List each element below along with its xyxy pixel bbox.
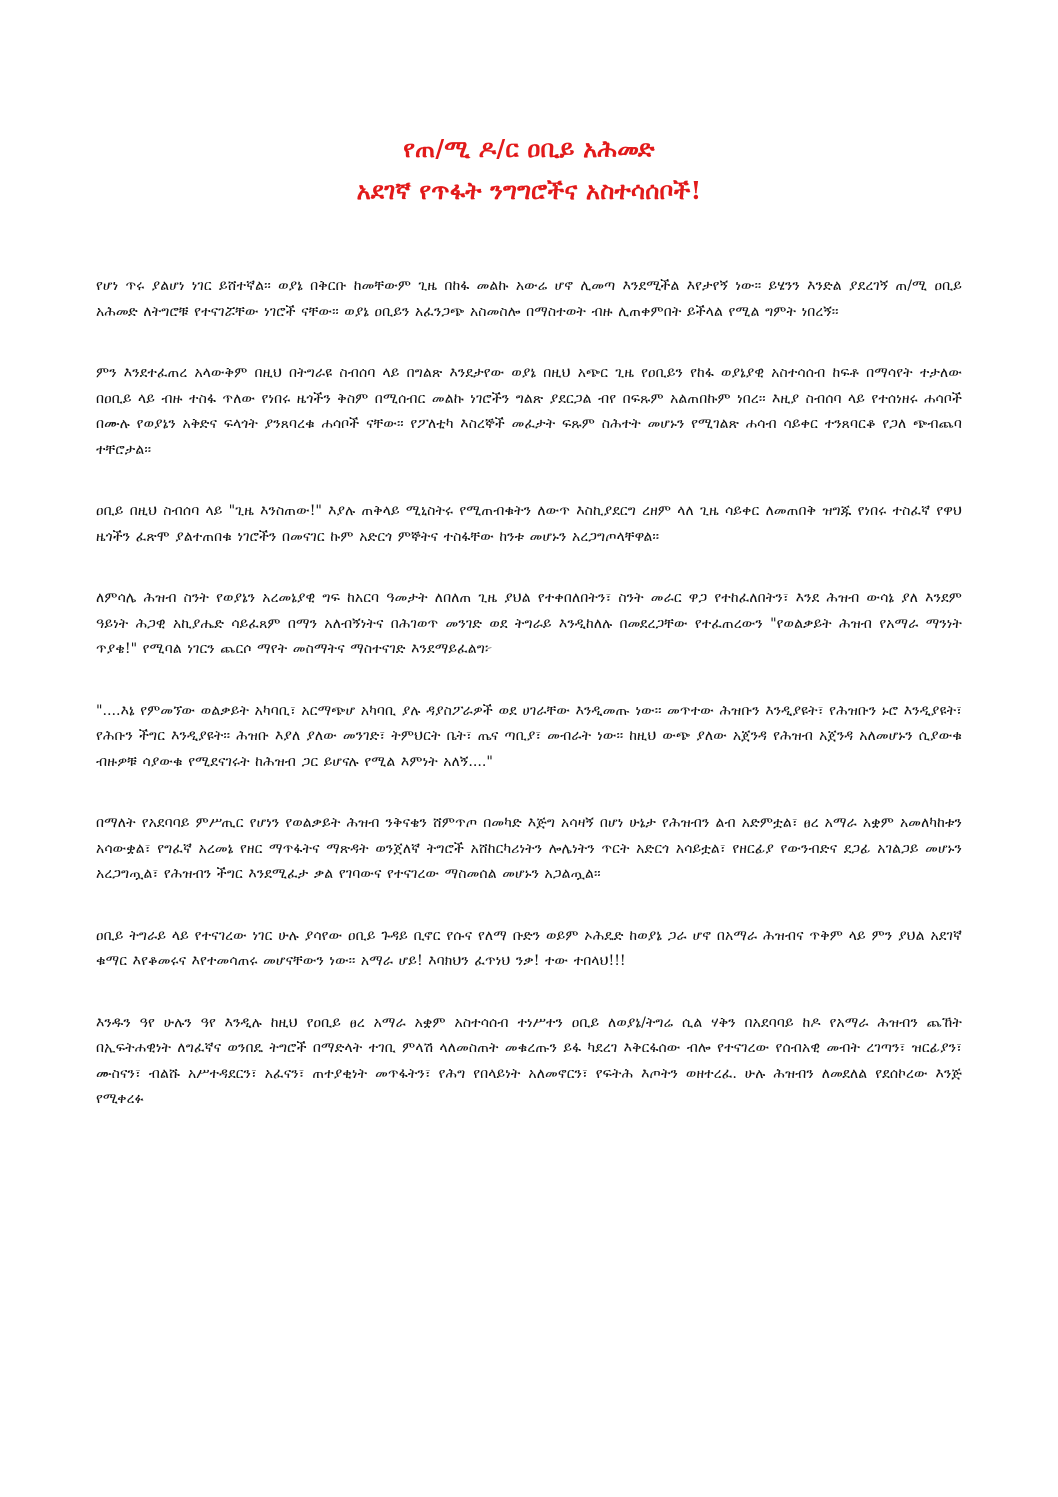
paragraph-8: እንዱን ዓየ ሁሉን ዓየ እንዲሉ ከዚህ የዐቢይ ፀረ አማራ አቋም አስተሳሰብ ተነሥተን ዐቢይ ለወያኔ/ትግሬ ሲል ሃቅን በአደባባይ ከዶ የአማራ ሕዝብን ጨኸት በኢፍትሐዊነት ለግፈኛና ወንበዴ ትግሮች በማድላት ተገቢ ምላሽ ላለመስጠት መቁረጡን ይፋ ካደረገ እቅርፋሰው ብሎ የተናገረው የሰብአዊ መብት ረገጣን፣ ዝርፊያን፣ ሙስናን፣ ብልሹ አሥተዳደርን፣ አፈናን፣ ጠተያቂነት መጥፋትን፣ የሕግ የበላይነት አለመኖርን፣ የፍትሕ እጦትን ወዘተረፈ. ሁሉ ሕዝብን ለመደለል የደሰኮረው እንጅ የሚቀረፉ	[96, 1014, 962, 1107]
paragraph-6: በማለት የአደባባይ ምሥጢር የሆነን የወልቃይት ሕዝብ ንቅናቄን ሸምጥጦ በመካድ እጅግ አሳዛኝ በሆነ ሁኔታ የሕዝብን ልብ አድምቷል፣ ፀረ አማራ አቋም አመለካከቱን አሳውቋል፣ የግፈኛ አረመኔ የዘር ማጥፋትና ማጽዳት ወንጀለኛ ትግሮች አሸከርካሪነትን ሎሌነትን ጥርት አድርጎ አሳይቷል፣ የዘርፊያ የውንብድና ደጋፊ አገልጋይ መሆኑን አረጋግጧል፣ የሕዝብን ችግር እንደሚፈታ ቃል የገባውና የተናገረው ማስመሰል መሆኑን አጋልጧል፡፡	[96, 815, 962, 882]
paragraph-4: ለምሳሌ ሕዝብ ስንት የወያኔን አረመኔያዊ ግፍ ከአርባ ዓመታት ለበለጠ ጊዜ ያህል የተቀበለበትን፣ ስንት መራር ዋጋ የተከፈለበትን፣ እንደ ሕዝብ ውሳኔ ያለ እንደም ዓይነት ሕጋዊ አኪያሔድ ሳይፈጸም በማን አለብኝነትና በሕገወጥ መንገድ ወደ ትግራይ እንዲከለሉ በመደረጋቸው የተፈጠረውን "የወልቃይት ሕዝብ የአማራ ማንነት ጥያቄ!" የሚባል ነገርን ጨርሶ ማየት መስማትና ማስተናገድ እንደማይፈልግ፦	[96, 590, 962, 657]
paragraph-3: ዐቢይ በዚህ ስብሰባ ላይ "ጊዜ እንስጠው!" እያሉ ጠቅላይ ሚኒስትሩ የሚጠብቁትን ለውጥ እስኪያደርግ ረዘም ላለ ጊዜ ሳይቀር ለመጠበቅ ዝግጁ የነበሩ ተስፈኛ የዋህ ዜጎችን ፈጽሞ ያልተጠበቁ ነገሮችን በመናገር ኩም አድርጎ ምኞትና ተስፋቸው ከንቱ መሆኑን አረጋግጦላቸዋል፡፡	[96, 503, 962, 545]
title-line-2: አደገኛ የጥፋት ንግግሮችና አስተሳሰቦች!	[356, 176, 702, 205]
title-line-1: የጠ/ሚ ዶ/ር ዐቢይ አሕመድ	[403, 134, 655, 163]
document-title	[96, 128, 962, 212]
paragraph-7: ዐቢይ ትግራይ ላይ የተናገረው ነገር ሁሉ ያሳየው ዐቢይ ጉዳይ ቢኖር የሱና የለማ ቡድን ወይም ኦሕዴድ ከወያኔ ጋራ ሆኖ በአማራ ሕዝብና ጥቅም ላይ ምን ያህል አደገኛ ቁማር እየቆመሩና እየተመሳጠሩ መሆናቸውን ነው፡፡ አማራ ሆይ! እባክህን ፈጥነህ ንቃ! ተው ተበላህ!!!	[96, 927, 962, 969]
paragraph-2: ምን እንደተፈጠረ አላውቅም በዚህ በትግራዩ ስብሰባ ላይ በግልጽ እንደታየው ወያኔ በዚህ አጭር ጊዜ የዐቢይን የከፋ ወያኔያዊ አስተሳሰብ ከፍቶ በማሳየት ተታለው በዐቢይ ላይ ብዙ ተስፋ ጥለው የነበሩ ዜጎችን ቅስም በሚሰብር መልኩ ነገሮችን ግልጽ ያደርጋል ብየ በፍጹም አልጠበኩም ነበረ፡፡ እዚያ ስብሰባ ላይ የተሰነዘሩ ሐሳቦች በሙሉ የወያኔን አቅድና ፍላጎት ያንጸባረቁ ሐሳቦች ናቸው፡፡ የፖለቲካ እስረኞች መፈታት ፍጹም ስሕተት መሆኑን የሚገልጽ ሐሳብ ሳይቀር ተንጸባርቆ የጋለ ጭብጨባ ተቸሮታል፡፡	[96, 365, 962, 458]
paragraph-1: የሆነ ጥሩ ያልሆነ ነገር ይሸተኛል፡፡ ወያኔ በቅርቡ ከመቸውም ጊዜ በከፋ መልኩ አውሬ ሆኖ ሊመጣ እንደሚችል እየታየኝ ነው፡፡ ይሄንን እንድል ያደረገኝ ጠ/ሚ ዐቢይ አሕመድ ለትግሮቹ የተናገሯቸው ነገሮች ናቸው፡፡ ወያኔ ዐቢይን አፈንጋጭ አስመስሎ በማስተወት ብዙ ሊጠቀምበት ይችላል የሚል ግምት ነበረኝ፡፡	[96, 278, 962, 320]
paragraph-quote: "....እኔ የምመኘው ወልቃይት አካባቢ፣ አርማጭሆ አካባቢ ያሉ ዳያስፖራዎች ወደ ሀገራቸው እንዲመጡ ነው፡፡ መጥተው ሕዝቡን እንዲያዩት፣ የሕዝቡን ኑሮ እንዲያዩት፣ የሕቡን ችግር እንዲያዩት፡፡ ሕዝቡ እያለ ያለው መንገድ፣ ትምህርት ቤት፣ ጤና ጣቢያ፣ መብራት ነው፡፡ ከዚህ ውጭ ያለው አጀንዳ የሕዝብ አጀንዳ አለመሆኑን ሲያውቁ ብዙዎቹ ሳያውቁ የሚደናገሩት ከሕዝብ ጋር ይሆናሉ የሚል እምነት አለኝ...."	[96, 702, 962, 770]
